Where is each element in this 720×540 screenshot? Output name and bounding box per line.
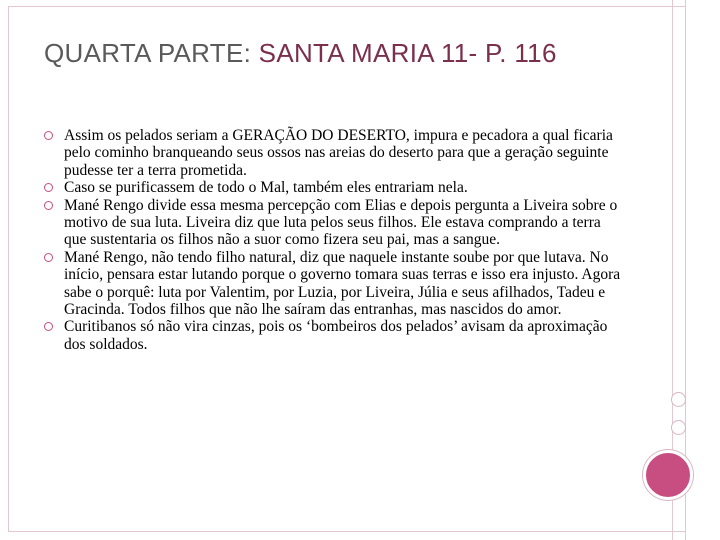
bullet-circle-icon (44, 253, 53, 262)
bullet-circle-icon (44, 322, 53, 331)
bullet-circle-icon (44, 131, 53, 140)
bullet-text: Assim os pelados seriam a GERAÇÃO DO DESERTO, impura e pecadora a qual ficaria pelo cominho branqueando seus ossos nas areias do deserto para que a geração seguinte pudesse ter a terra prometida. (64, 127, 613, 179)
decorative-circle-small (671, 420, 686, 435)
decorative-circle-small (671, 392, 686, 407)
bullet-item (44, 197, 624, 249)
decorative-circle-large (643, 450, 693, 500)
slide-title (44, 34, 644, 72)
bullet-item (44, 127, 624, 179)
bullet-text: Curitibanos só não vira cinzas, pois os ‘bombeiros dos pelados’ avisam da aproximação dos soldados. (64, 318, 608, 353)
title-prefix: QUARTA PARTE: (44, 38, 259, 68)
bullet-item (44, 179, 624, 196)
bullet-text: Caso se purificassem de todo o Mal, também eles entrariam nela. (64, 179, 468, 197)
bullet-text: Mané Rengo divide essa mesma percepção com Elias e depois pergunta a Liveira sobre o motivo de sua luta. Liveira diz que luta pelos seus filhos. Ele estava comprando a terra que sustentaria os filhos não a suor como fizera seu pai, mas a sangue. (64, 196, 618, 249)
bullet-text: Mané Rengo, não tendo filho natural, diz que naquele instante soube por que lutava. No início, pensara estar lutando porque o governo tomara suas terras e isso era injusto. Agora sabe o porquê: luta por Valentim, por Luzia, por Liveira, Júlia e seus afilhados, Tadeu e Gracinda. Todos filhos que não lhe saíram das entranhas, mas nascidos do amor. (64, 248, 621, 319)
bullet-circle-icon (44, 201, 53, 210)
bullet-item (44, 249, 624, 319)
bullet-circle-icon (44, 183, 53, 192)
bullet-item (44, 318, 624, 353)
bullet-list (44, 127, 624, 353)
title-main: SANTA MARIA 11- P. 116 (258, 38, 557, 68)
